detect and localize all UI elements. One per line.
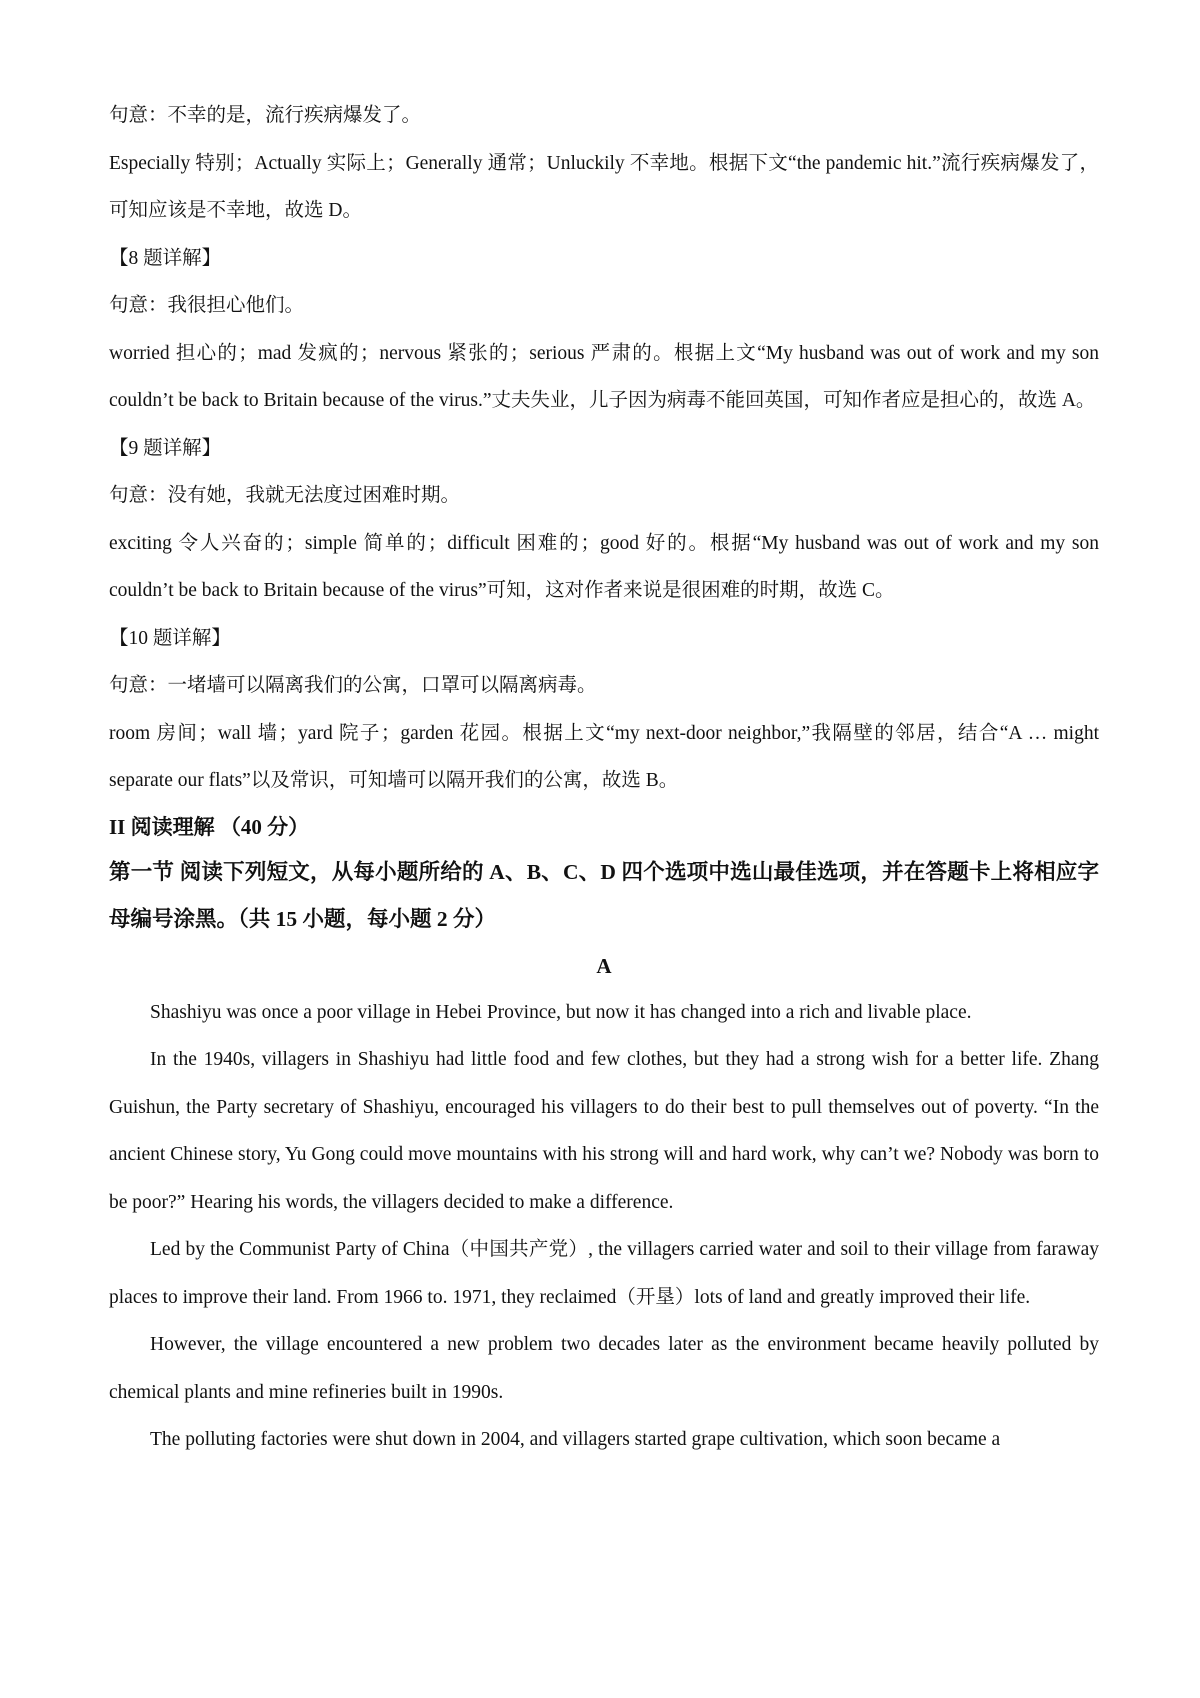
q7-meaning: 句意：不幸的是，流行疾病爆发了。 [109,105,422,126]
q8-heading: 【8 题详解】 [109,247,222,269]
q10-meaning: 句意：一堵墙可以隔离我们的公寓，口罩可以隔离病毒。 [109,675,597,696]
q9-meaning: 句意：没有她，我就无法度过困难时期。 [109,485,461,506]
passage-paragraph-1: Shashiyu was once a poor village in Hebei Province, but now it has changed into a rich and livable place. [150,1001,972,1023]
q9-heading: 【9 题详解】 [109,437,222,459]
passage-label: A [596,953,612,978]
q7-explanation: Especially 特别；Actually 实际上；Generally 通常；Unluckily 不幸地。根据下文“the pandemic hit.”流行疾病爆发了，可知应该是不幸地，故选 D。 [109,152,1099,221]
q10-heading: 【10 题详解】 [109,627,231,649]
q9-explanation: exciting 令人兴奋的；simple 简单的；difficult 困难的；good 好的。根据“My husband was out of work and my son couldn’t be back to Britain because of the virus”可知，这对作者来说是很困难的时期，故选 C。 [109,532,1099,601]
document-page [109,92,1099,1464]
passage-paragraph-3: Led by the Communist Party of China（中国共产党）, the villagers carried water and soil to their village from faraway places to improve their land. From 1966 to. 1971, they reclaimed（开垦）lots of land and greatly improved their life. [109,1239,1099,1308]
passage-paragraph-2: In the 1940s, villagers in Shashiyu had little food and few clothes, but they had a strong wish for a better life. Zhang Guishun, the Party secretary of Shashiyu, encouraged his villagers to do their best to pull themselves out of poverty. “In the ancient Chinese story, Yu Gong could move mountains with his strong will and hard work, why can’t we? Nobody was born to be poor?” Hearing his words, the villagers decided to make a difference. [109,1049,1099,1213]
q8-explanation: worried 担心的；mad 发疯的；nervous 紧张的；serious 严肃的。根据上文“My husband was out of work and my son couldn’t be back to Britain because of the virus.”丈夫失业，儿子因为病毒不能回英国，可知作者应是担心的，故选 A。 [109,342,1099,411]
q10-explanation: room 房间；wall 墙；yard 院子；garden 花园。根据上文“my next-door neighbor,”我隔壁的邻居，结合“A … might separate our flats”以及常识，可知墙可以隔开我们的公寓，故选 B。 [109,722,1099,791]
section-instruction: 第一节 阅读下列短文，从每小题所给的 A、B、C、D 四个选项中选山最佳选项，并在答题卡上将相应字母编号涂黑。（共 15 小题，每小题 2 分） [109,859,1099,931]
section-title: II 阅读理解 （40 分） [109,814,310,839]
q8-meaning: 句意：我很担心他们。 [109,295,305,316]
passage-paragraph-4: However, the village encountered a new problem two decades later as the environment became heavily polluted by chemical plants and mine refineries built in 1990s. [109,1334,1099,1403]
passage-paragraph-5: The polluting factories were shut down in 2004, and villagers started grape cultivation, which soon became a [150,1429,1001,1450]
